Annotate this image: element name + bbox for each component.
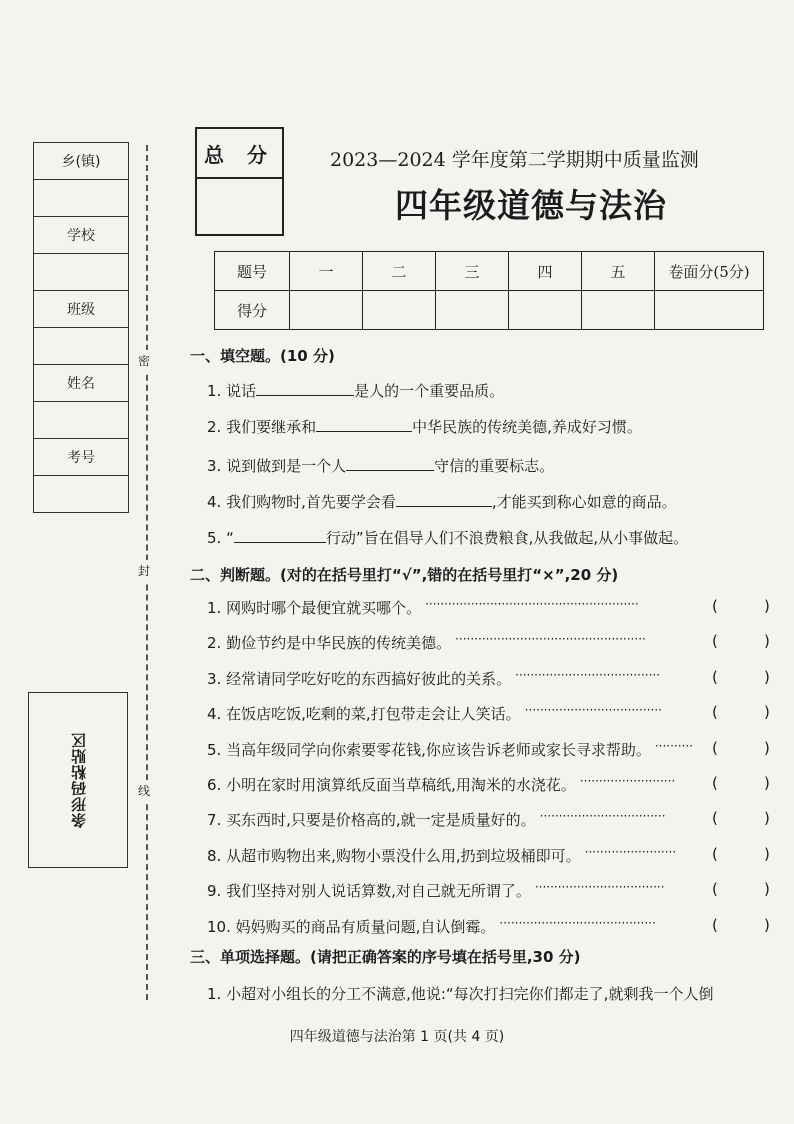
- score-cell[interactable]: [290, 291, 363, 330]
- dot-leader: ························: [584, 845, 677, 859]
- field-input-town[interactable]: [34, 180, 128, 217]
- answer-bracket-left[interactable]: (: [712, 774, 718, 792]
- field-input-exam-id[interactable]: [34, 476, 128, 512]
- score-cell[interactable]: [655, 291, 764, 330]
- judge-question-text: 2. 勤俭节约是中华民族的传统美德。: [207, 634, 452, 652]
- q3-text-b: 守信的重要标志。: [434, 457, 555, 475]
- answer-bracket-right[interactable]: ): [764, 809, 770, 827]
- field-label-town: 乡(镇): [34, 143, 128, 180]
- field-label-school: 学校: [34, 217, 128, 254]
- judge-question: [207, 632, 451, 653]
- judge-question-text: 4. 在饭店吃饭,吃剩的菜,打包带走会让人笑话。: [207, 705, 521, 723]
- section2-heading: 二、判断题。(对的在括号里打“√”,错的在括号里打“×”,20 分): [190, 566, 619, 584]
- dot-leader: ························································: [425, 597, 639, 611]
- answer-bracket-right[interactable]: ): [764, 668, 770, 686]
- q5-text-b: 行动”旨在倡导人们不浪费粮食,从我做起,从小事做起。: [325, 529, 689, 547]
- section1-heading: 一、填空题。(10 分): [190, 347, 335, 365]
- barcode-area: [28, 692, 128, 868]
- answer-bracket-left[interactable]: (: [712, 632, 718, 650]
- answer-bracket-left[interactable]: (: [712, 916, 718, 934]
- dot-leader: ······································: [515, 668, 661, 682]
- score-cell[interactable]: [582, 291, 655, 330]
- fill-question-5: [207, 527, 688, 548]
- student-info-box: [33, 142, 129, 513]
- score-table-header-row: [215, 252, 764, 291]
- exam-subtitle: 2023—2024 学年度第二学期期中质量监测: [330, 149, 699, 171]
- judge-question-text: 5. 当高年级同学向你索要零花钱,你应该告诉老师或家长寻求帮助。: [207, 741, 651, 759]
- fill-question-4: [207, 491, 677, 512]
- seal-char-mi: 密: [138, 350, 150, 371]
- answer-bracket-left[interactable]: (: [712, 845, 718, 863]
- seal-char-xian: 线: [138, 780, 150, 801]
- judge-question-text: 3. 经常请同学吃好吃的东西搞好彼此的关系。: [207, 670, 512, 688]
- score-cell[interactable]: [363, 291, 436, 330]
- dot-leader: ·································: [539, 809, 666, 823]
- answer-bracket-right[interactable]: ): [764, 880, 770, 898]
- q5-blank[interactable]: [234, 528, 326, 543]
- field-label-class: 班级: [34, 291, 128, 328]
- dot-leader: ·························: [579, 774, 676, 788]
- field-input-class[interactable]: [34, 328, 128, 365]
- q2-blank[interactable]: [316, 417, 412, 432]
- judge-question-text: 10. 妈妈购买的商品有质量问题,自认倒霉。: [207, 918, 496, 936]
- answer-bracket-right[interactable]: ): [764, 597, 770, 615]
- answer-bracket-right[interactable]: ): [764, 632, 770, 650]
- section3-heading: 三、单项选择题。(请把正确答案的序号填在括号里,30 分): [190, 948, 581, 966]
- judge-question: [207, 668, 511, 689]
- answer-bracket-left[interactable]: (: [712, 739, 718, 757]
- score-table: [214, 251, 764, 330]
- score-header-cell: 三: [436, 252, 509, 291]
- field-label-exam-id: 考号: [34, 439, 128, 476]
- exam-title: 四年级道德与法治: [395, 186, 667, 225]
- dot-leader: ··································: [534, 880, 665, 894]
- judge-question: [207, 916, 495, 937]
- total-score-label: 总 分: [197, 129, 282, 179]
- judge-question-text: 9. 我们坚持对别人说话算数,对自己就无所谓了。: [207, 882, 531, 900]
- judge-question-text: 8. 从超市购物出来,购物小票没什么用,扔到垃圾桶即可。: [207, 847, 581, 865]
- judge-question: [207, 597, 421, 618]
- q1-text-a: 1. 说话: [207, 382, 257, 400]
- score-header-cell: 二: [363, 252, 436, 291]
- judge-question: [207, 845, 581, 866]
- answer-bracket-left[interactable]: (: [712, 809, 718, 827]
- choice-question-1: 1. 小超对小组长的分工不满意,他说:“每次打扫完你们都走了,就剩我一个人倒: [207, 985, 714, 1003]
- q2-text-b: 中华民族的传统美德,养成好习惯。: [412, 418, 642, 436]
- q3-text-a: 3. 说到做到是一个人: [207, 457, 347, 475]
- answer-bracket-right[interactable]: ): [764, 845, 770, 863]
- score-header-cell: 四: [509, 252, 582, 291]
- judge-question: [207, 809, 536, 830]
- judge-question: [207, 880, 531, 901]
- barcode-label: 条形码粘贴区: [69, 732, 88, 828]
- answer-bracket-left[interactable]: (: [712, 703, 718, 721]
- dot-leader: ····································: [524, 703, 662, 717]
- page-footer: 四年级道德与法治第 1 页(共 4 页): [289, 1029, 505, 1045]
- field-label-name: 姓名: [34, 365, 128, 402]
- answer-bracket-left[interactable]: (: [712, 597, 718, 615]
- q4-blank[interactable]: [396, 492, 492, 507]
- answer-bracket-right[interactable]: ): [764, 703, 770, 721]
- judge-question: [207, 739, 651, 760]
- fill-question-1: [207, 380, 504, 401]
- judge-question-text: 7. 买东西时,只要是价格高的,就一定是质量好的。: [207, 811, 536, 829]
- dot-leader: ··················································: [455, 632, 646, 646]
- fill-question-2: [207, 416, 642, 437]
- q1-blank[interactable]: [256, 381, 354, 396]
- q3-blank[interactable]: [346, 456, 434, 471]
- dot-leader: ·········································: [499, 916, 656, 930]
- answer-bracket-right[interactable]: ): [764, 916, 770, 934]
- score-table-score-row: [215, 291, 764, 330]
- q4-text-b: ,才能买到称心如意的商品。: [491, 493, 677, 511]
- field-input-school[interactable]: [34, 254, 128, 291]
- dot-leader: ··········: [654, 739, 694, 753]
- score-header-cell: 卷面分(5分): [655, 252, 764, 291]
- judge-question: [207, 774, 576, 795]
- judge-question: [207, 703, 521, 724]
- score-header-cell: 题号: [215, 252, 290, 291]
- answer-bracket-right[interactable]: ): [764, 739, 770, 757]
- q2-text-a: 2. 我们要继承和: [207, 418, 317, 436]
- judge-question-text: 6. 小明在家时用演算纸反面当草稿纸,用淘米的水浇花。: [207, 776, 576, 794]
- q4-text-a: 4. 我们购物时,首先要学会看: [207, 493, 396, 511]
- score-cell[interactable]: [436, 291, 509, 330]
- fill-question-3: [207, 455, 554, 476]
- judge-question-text: 1. 网购时哪个最便宜就买哪个。: [207, 599, 422, 617]
- answer-bracket-left[interactable]: (: [712, 668, 718, 686]
- answer-bracket-left[interactable]: (: [712, 880, 718, 898]
- score-header-cell: 一: [290, 252, 363, 291]
- q1-text-b: 是人的一个重要品质。: [354, 382, 505, 400]
- field-input-name[interactable]: [34, 402, 128, 439]
- score-row-label: 得分: [215, 291, 290, 330]
- score-cell[interactable]: [509, 291, 582, 330]
- q5-text-a: 5. “: [207, 529, 234, 547]
- total-score-box: [195, 127, 284, 236]
- seal-char-feng: 封: [138, 560, 150, 581]
- score-header-cell: 五: [582, 252, 655, 291]
- answer-bracket-right[interactable]: ): [764, 774, 770, 792]
